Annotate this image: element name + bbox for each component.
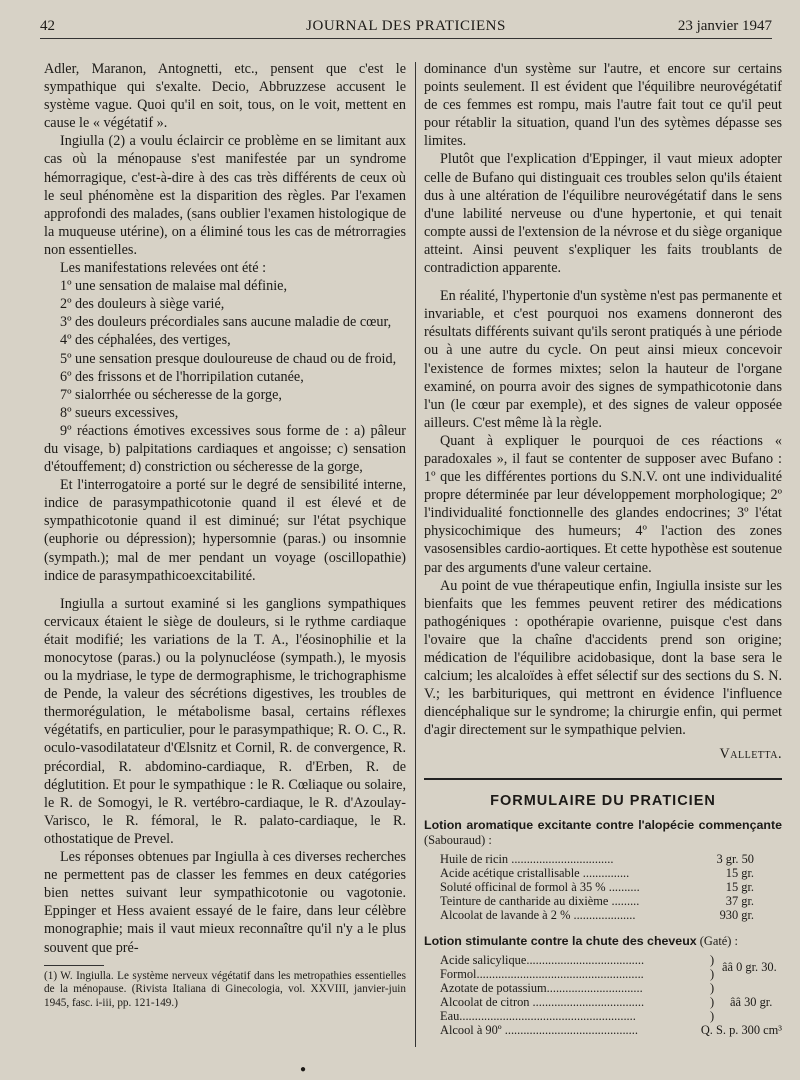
footnote-rule — [44, 965, 104, 966]
paragraph: Et l'interrogatoire a porté sur le degré de sensibilité interne, indice de parasympathicotonie quand il est élevé et de sympathicotonie quand il est diminué; sur l'état psychique (euphorie ou dépression); hypersomnie (paras.) ou insomnie (sympath.); mal de mer pendant un voyage (oscillopathie) indice de parasympathicoexcitabilité. — [44, 477, 406, 584]
ingredient-row: Alcool à 90º ........................................... — [440, 1022, 638, 1037]
ingredient-row: Alcoolat de lavande à 2 % .................... 930 gr. — [440, 907, 754, 922]
recipe-title-bold: Lotion aromatique excitante contre l'alopécie commençante — [424, 817, 782, 832]
left-column — [44, 60, 406, 1010]
right-column — [424, 60, 782, 1037]
paragraph: En réalité, l'hypertonie d'un système n'est pas permanente et invariable, et c'est pourquoi nos examens donneront des résultats différents suivant qu'ils seront pratiqués à une période ou à une autre du cycle. On peut ainsi mieux concevoir l'existence de formes mixtes; selon la hauteur de l'organe examiné, on pourra avoir des signes de sympathicotonie dans l'un (le cœur par exemple), et des signes de valeur opposée ailleurs. C'est même là la règle. — [424, 288, 782, 431]
ingredient-row: Teinture de cantharide au dixième ......... 37 gr. — [440, 893, 754, 908]
recipe-title-rest: (Gaté) : — [696, 933, 738, 948]
quantity-group-a: ââ 0 gr. 30. — [722, 959, 777, 974]
formulaire-title: FORMULAIRE DU PRATICIEN — [490, 792, 716, 809]
ingredient-row: Formol...................................................... — [440, 966, 644, 981]
journal-title: JOURNAL DES PRATICIENS — [306, 18, 506, 34]
page-number: 42 — [40, 18, 55, 34]
list-item: 2º des douleurs à siège varié, — [60, 296, 225, 313]
paragraph: Les réponses obtenues par Ingiulla à ces diverses recherches ne permettent pas de classer les femmes en deux catégories bien nettes suivant leur sympathicotonie ou vagotonie. Eppinger et Hess avaient essayé de le faire, dans leur célèbre monographie; mais il vaut mieux reconnaître qu'il n'y a le plus souvent que pré- — [44, 849, 406, 956]
list-item: 3º des douleurs précordiales sans aucune maladie de cœur, — [60, 314, 392, 331]
list-item: 9º réactions émotives excessives sous forme de : a) pâleur du visage, b) palpitations cardiaques et angoisse; c) sensation d'étouffement; d) constriction ou sécheresse de la gorge, — [44, 422, 406, 476]
recipe-title — [424, 934, 782, 949]
column-divider — [415, 62, 416, 1047]
ingredient-row: Soluté officinal de formol à 35 % .......... 15 gr. — [440, 879, 754, 894]
ingredient-row: Azotate de potassium............................... — [440, 980, 643, 995]
issue-date: 23 janvier 1947 — [677, 18, 772, 34]
quantity-group-b: ââ 30 gr. — [730, 994, 773, 1009]
paragraph: Ingiulla (2) a voulu éclaircir ce problème en se limitant aux cas où la ménopause s'est manifestée par un syndrome hémorragique, c'est-à-dire à des cas très différents de ceux où le seul phénomène est la disparition des règles. Par l'examen approfondi des malades, (sans oublier l'examen histologique de la muqueuse utérine), on a éliminé tous les cas de métrorragies non essentielles. — [44, 133, 406, 258]
recipe-ingredients — [440, 852, 782, 922]
recipe-title — [424, 818, 782, 848]
quantity-group-c: Q. S. p. 300 cm³ — [700, 1022, 782, 1037]
list-item: 6º des frissons et de l'horripilation cutanée, — [60, 368, 304, 385]
ingredient-row: Alcoolat de citron .................................... — [440, 994, 645, 1009]
print-mark: ● — [300, 1064, 307, 1075]
paragraph: Quant à expliquer le pourquoi de ces réactions « paradoxales », il faut se contenter de supposer avec Bufano : 1º que les différentes portions du S.N.V. ont une individualité propre déterminée par leur développement morphologique; 2º l'individualité fonctionnelle des glandes endocrines; 3º l'état physicochimique des humeurs; 4º l'action des zones vasosensibles cardio-aortiques. Et cette hypothèse est soutenue par des arguments d'une valeur certaine. — [424, 432, 782, 576]
paragraph: Plutôt que l'explication d'Eppinger, il vaut mieux adopter celle de Bufano qui distinguait ces troubles selon qu'ils étaient dus à une altération de l'équilibre neurovégétatif dans le sens d'une labilité nerveuse ou d'une hypertonie, et qui tenait compte aussi de l'extension de la névrose et du siège organique atteint. Ainsi peuvent s'expliquer les faits troublants de contradiction apparente. — [424, 151, 782, 277]
paragraph: Les manifestations relevées ont été : — [60, 260, 267, 277]
ingredient-row: Huile de ricin ................................. 3 gr. 50 — [440, 851, 754, 866]
paragraph: Ingiulla a surtout examiné si les ganglions sympathiques cervicaux étaient le siège de douleurs, si le rythme cardiaque était modifié; les variations de la T. A., l'éosinophilie et la monocytose (paras.) ou la polynucléose (sympath.), le myosis ou la mydriase, le type de dermographisme, le trichographisme de Pende, la valeur des sécrétions digestives, les troubles de thermorégulation, le métabolisme basal, certains réflexes végétatifs, en particulier, pour le parasympathique; R. O. C., R. oculo-vasodilatateur d'Œlsnitz et Cornil, R. de convergence, R. précordial, R. abdomino-cardiaque, R. d'Erben, R. de déglutition. Et pour le sympathique : le R. Cœliaque ou solaire, le R. de Somogyi, le R. vertébro-cardiaque, le R. d'Azoulay-Varisco, le R. fémoral, le R. palato-cardiaque, le R. othostatique de Prevel. — [44, 595, 406, 847]
list-item: 5º une sensation presque douloureuse de chaud ou de froid, — [60, 350, 397, 367]
list-item: 7º sialorrhée ou sécheresse de la gorge, — [60, 386, 282, 403]
list-item: 1º une sensation de malaise mal définie, — [60, 278, 287, 295]
paragraph: Au point de vue thérapeutique enfin, Ingiulla insiste sur les bienfaits que les femmes peuvent retirer des médications pathogéniques : opothérapie ovarienne, puisque c'est dans l'ovaire que la chaîne d'accidents prend son origine; médication de l'équilibre acidobasique, dont la base sera le calcium; les alcaloïdes à effet sélectif sur des sections du S. N. V.; les barbituriques, qui mettront en évidence l'influence diencéphalique sur le syndrome; la chirurgie enfin, qui permet d'agir directement sur le sympathique pelvien. — [424, 577, 782, 739]
recipe-title-bold: Lotion stimulante contre la chute des cheveux — [424, 933, 697, 948]
recipe-title-rest: (Sabouraud) : — [424, 832, 492, 847]
paragraph: Adler, Maranon, Antognetti, etc., pensent que c'est le sympathique qui s'exalte. Decio, Abbruzzese accusent le système vague. Quoi qu'il en soit, tous, on le voit, mettent en cause le « végétatif ». — [44, 61, 406, 132]
ingredient-row: Acide acétique cristallisable ............... 15 gr. — [440, 865, 754, 880]
page-header — [40, 14, 772, 39]
ingredient-row: Acide salicylique...................................... — [440, 952, 645, 967]
brace-group: ) ) ) ) ) — [710, 952, 715, 1023]
list-item: 4º des céphalées, des vertiges, — [60, 332, 231, 349]
recipe-ingredients — [440, 953, 782, 1037]
paragraph: dominance d'un système sur l'autre, et encore sur certains points seulement. Il est évident que l'équilibre neurovégétatif de ces femmes est rompu, mais l'autre fait tout ce qu'il peut pour rétablir la situation, quand l'un des sytèmes dépasse ses limites. — [424, 61, 782, 150]
ingredient-row: Eau......................................................... — [440, 1008, 636, 1023]
author-signature: Valletta. — [719, 746, 782, 763]
section-rule — [424, 778, 782, 780]
list-item: 8º sueurs excessives, — [60, 404, 179, 421]
footnote: (1) W. Ingiulla. Le système nerveux végétatif dans les metropathies essentielles de la ménopause. (Rivista Italiana di Ginecologia, vol. XXVIII, janvier-juin 1945, fasc. i-iii, pp. 121-149.) — [44, 969, 406, 1009]
